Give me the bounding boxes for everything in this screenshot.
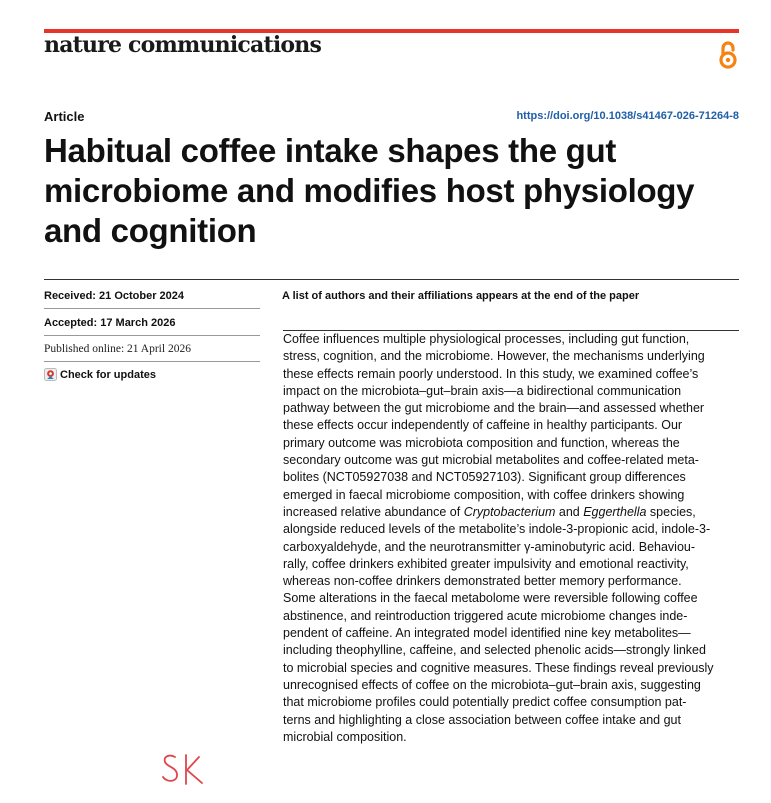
abstract-line: bolites (NCT05927038 and NCT05927103). Significant group differences: [283, 470, 686, 485]
abstract-line: microbial composition.: [283, 729, 407, 744]
handwritten-signature: [160, 750, 212, 790]
abstract-line: Some alterations in the faecal metabolome were reversible following coffee: [283, 591, 698, 606]
abstract-line: [283, 504, 739, 521]
species-name: Cryptobacterium: [463, 504, 556, 519]
published-date: Published online: 21 April 2026: [44, 343, 191, 355]
abstract-line: terns and highlighting a close association between coffee intake and gut: [283, 712, 681, 727]
meta-divider: [44, 335, 260, 336]
abstract-line: these effects remain poorly understood. In this study, we examined coffee’s: [283, 366, 699, 381]
species-name: Eggerthella: [583, 504, 647, 519]
title-line: and cognition: [44, 212, 257, 249]
affiliations-note: A list of authors and their affiliations appears at the end of the paper: [282, 290, 640, 302]
article-type-label: Article: [44, 109, 85, 124]
abstract-line: impact on the microbiota–gut–brain axis—a bidirectional communication: [283, 383, 682, 398]
accepted-date: Accepted: 17 March 2026: [44, 317, 176, 329]
abstract-line: these effects occur independently of caffeine in healthy participants. Our: [283, 418, 683, 433]
article-title: [44, 131, 744, 251]
meta-divider: [44, 308, 260, 309]
abstract-line: abstinence, and reintroduction triggered acute microbiome changes inde-: [283, 608, 688, 623]
abstract-text: increased relative abundance of: [283, 504, 464, 519]
title-line: microbiome and modifies host physiology: [44, 172, 695, 209]
abstract-line: that microbiome profiles could potentially predict coffee consumption pat-: [283, 695, 687, 710]
check-for-updates-label: Check for updates: [60, 368, 156, 381]
check-for-updates-button[interactable]: [44, 368, 156, 381]
abstract-line: alongside reduced levels of the metabolite’s indole-3-propionic acid, indole-3-: [283, 522, 711, 537]
abstract-line: including theophylline, caffeine, and selected phenolic acids—strongly linked: [283, 643, 706, 658]
abstract-text: and: [555, 504, 584, 519]
abstract-line: carboxyaldehyde, and the neurotransmitter γ-aminobutyric acid. Behaviou-: [283, 539, 696, 554]
abstract-text: species,: [646, 504, 696, 519]
title-line: Habitual coffee intake shapes the gut: [44, 132, 617, 169]
check-for-updates-icon: [44, 368, 57, 381]
journal-name[interactable]: nature communications: [44, 32, 322, 58]
abstract-line: unrecognised effects of coffee on the microbiota–gut–brain axis, suggesting: [283, 677, 701, 692]
abstract-line: whereas non-coffee drinkers demonstrated better memory performance.: [283, 574, 682, 589]
abstract-line: secondary outcome was gut microbial metabolites and coffee-related meta-: [283, 453, 699, 468]
header-divider: [44, 279, 739, 280]
abstract-line: pathway between the gut microbiome and the brain—and assessed whether: [283, 401, 705, 416]
abstract-line: rally, coffee drinkers exhibited greater impulsivity and emotional reactivity,: [283, 556, 689, 571]
abstract-line: stress, cognition, and the microbiome. However, the mechanisms underlying: [283, 349, 705, 364]
abstract-line: emerged in faecal microbiome composition, with coffee drinkers showing: [283, 487, 685, 502]
abstract-line: Coffee influences multiple physiological processes, including gut function,: [283, 332, 690, 346]
abstract-line: to microbial species and cognitive measures. These findings reveal previously: [283, 660, 714, 675]
open-access-icon[interactable]: [716, 40, 740, 70]
abstract-line: pendent of caffeine. An integrated model identified nine key metabolites—: [283, 626, 691, 641]
meta-divider: [44, 361, 260, 362]
doi-link[interactable]: https://doi.org/10.1038/s41467-026-71264-8: [516, 110, 739, 122]
abstract-line: primary outcome was microbiota composition and function, whereas the: [283, 435, 680, 450]
received-date: Received: 21 October 2024: [44, 290, 185, 302]
abstract: [283, 331, 739, 746]
